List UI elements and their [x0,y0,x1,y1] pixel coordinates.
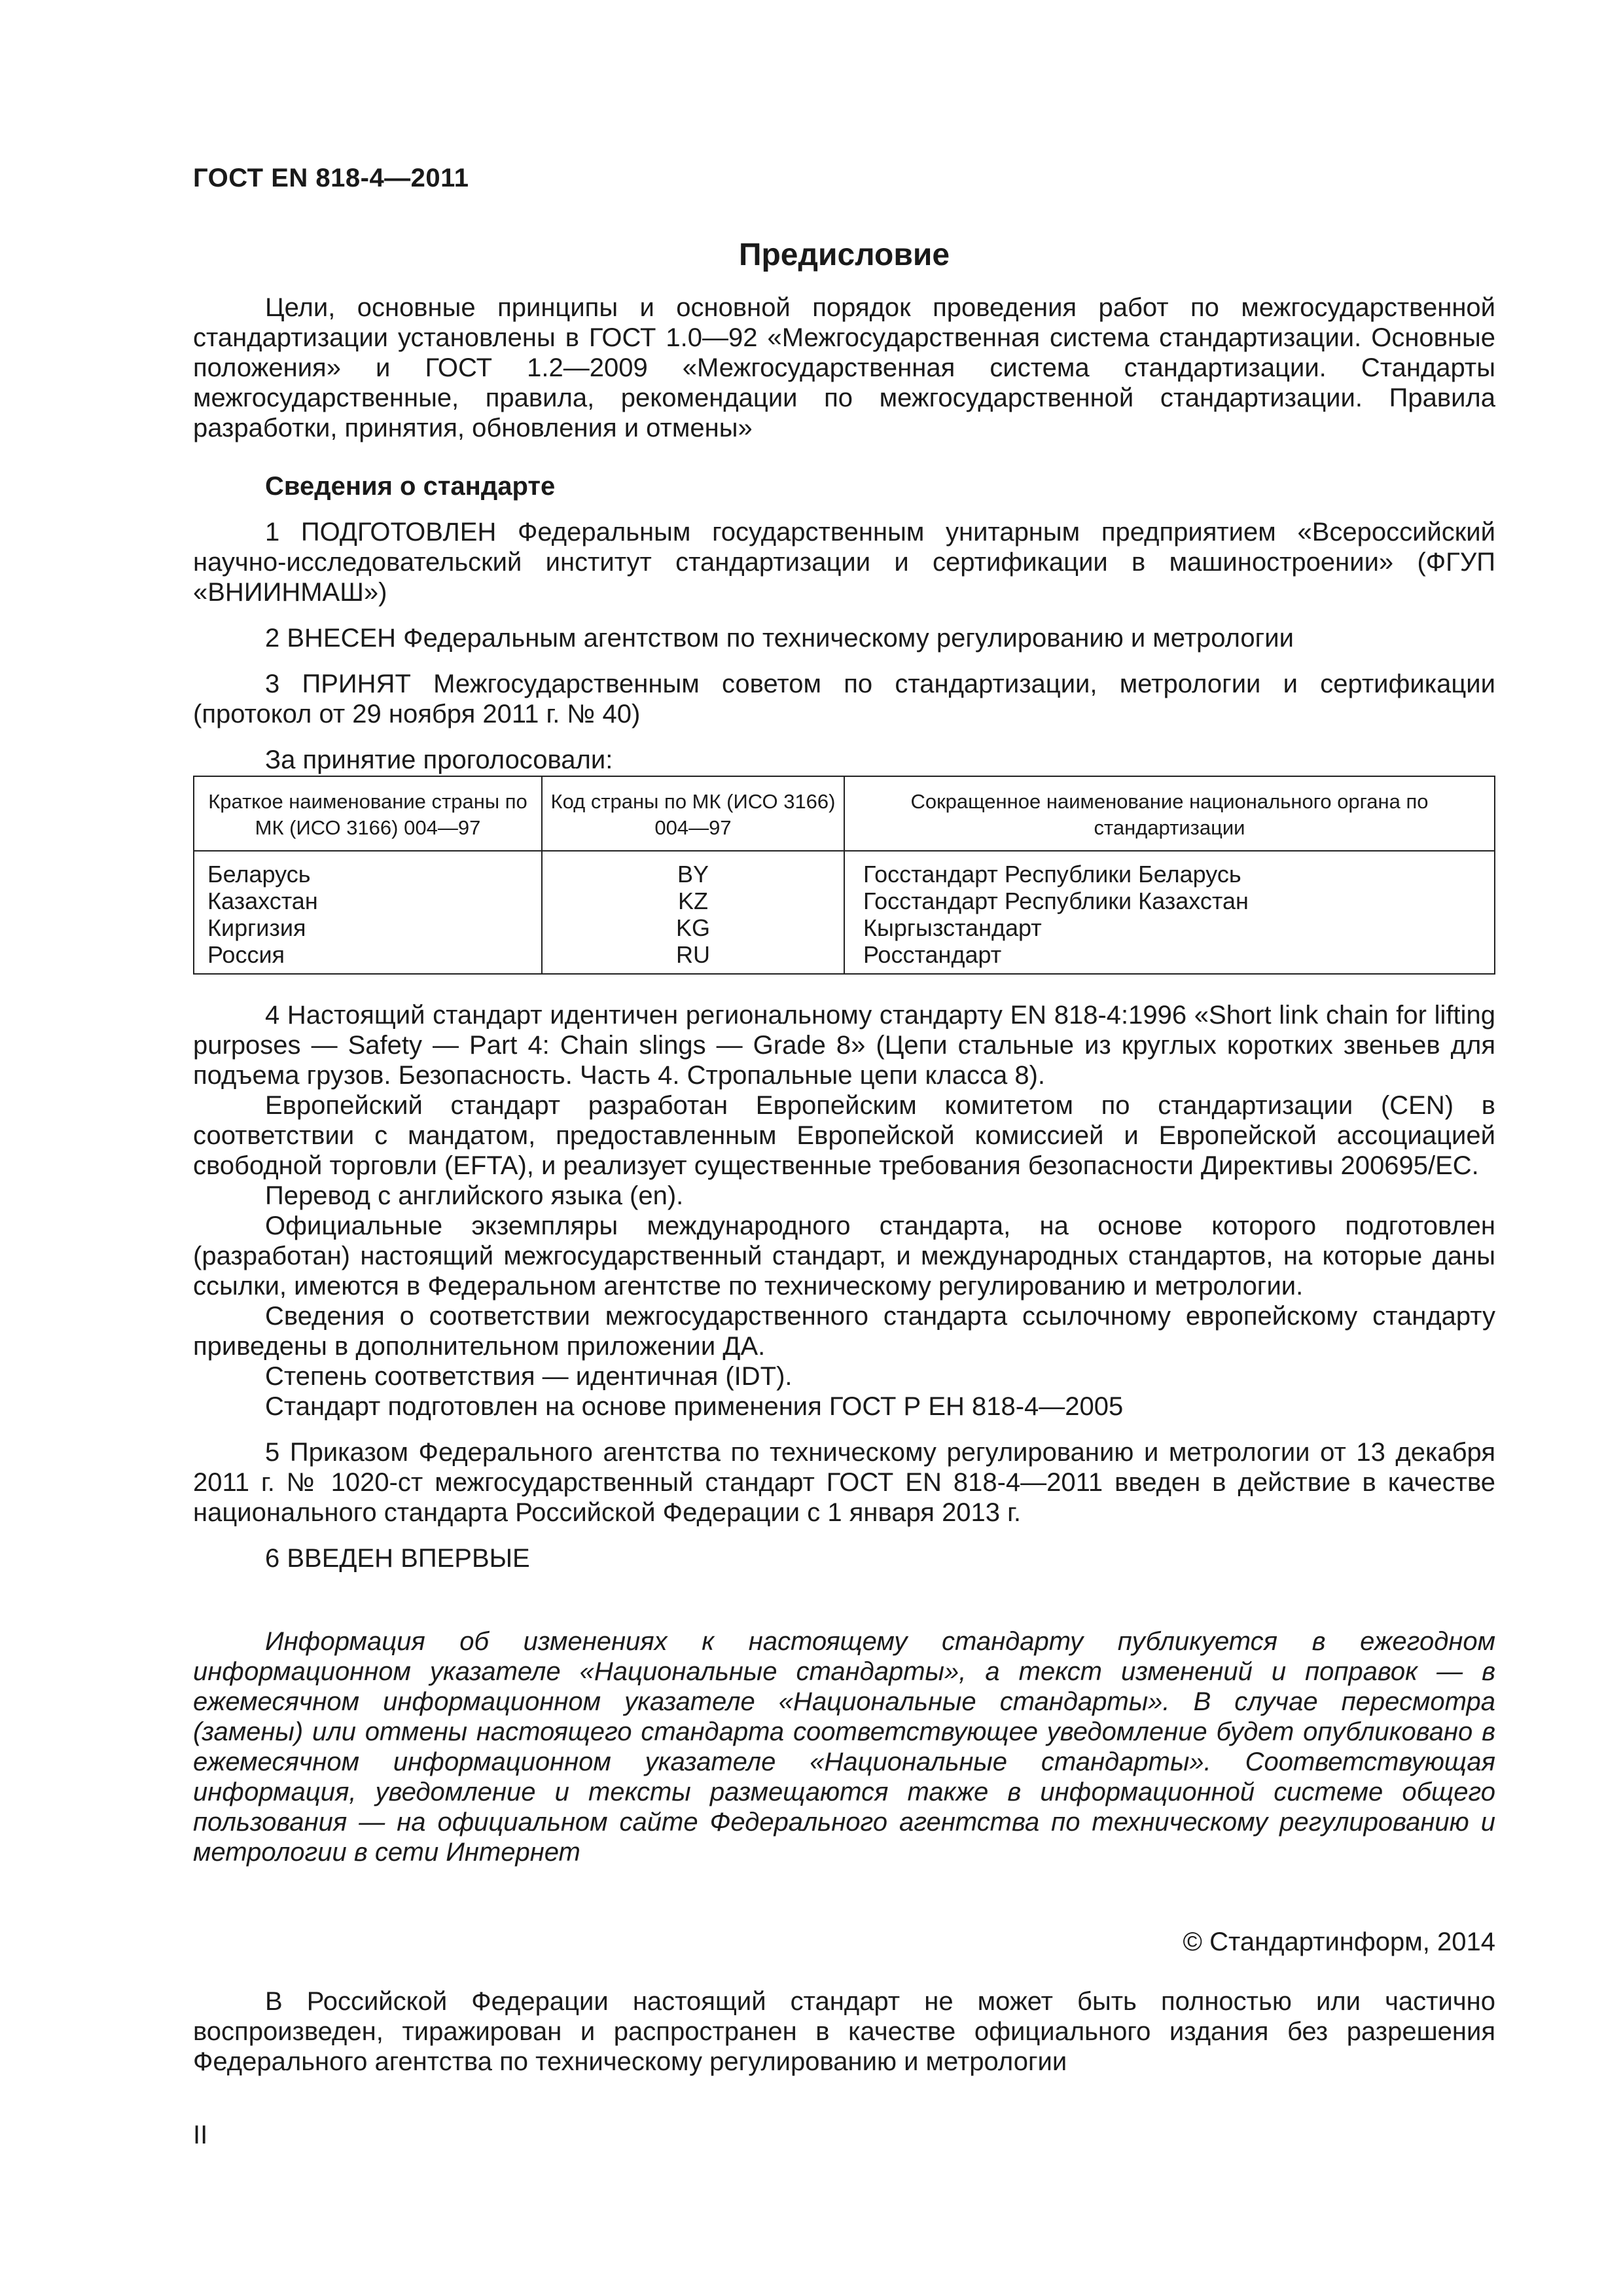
item-4-translation: Перевод с английского языка (en). [265,1181,684,1210]
item-4-official-copies: Официальные экземпляры международного стандарта, на основе которого подготовлен (разработан) настоящий межгосударственный стандарт, и международных стандартов, на которые даны ссылки, имеются в Федеральном агентстве по техническому регулированию и метрологии. [193,1211,1495,1300]
code-cell: RU [542,941,844,974]
document-code: ГОСТ EN 818-4—2011 [193,164,469,192]
item-4-cen-paragraph: Европейский стандарт разработан Европейским комитетом по стандартизации (CEN) в соответствии с мандатом, предоставленным Европейской комиссией и Европейской ассоциацией свободной торговли (EFTA), и реализует существенные требования безопасности Директивы 200695/ЕС. [193,1091,1495,1180]
table-header-row [194,776,1495,851]
item-4-degree: Степень соответствия — идентичная (IDT). [265,1362,793,1391]
page-number: II [193,2121,208,2149]
page-title: Предисловие [738,238,950,272]
code-cell: KZ [542,888,844,914]
country-cell: Беларусь [194,851,542,888]
country-cell: Казахстан [194,888,542,914]
item-1-prepared: 1 ПОДГОТОВЛЕН Федеральным государственным унитарным предприятием «Всероссийский научно-исследовательский институт стандартизации и сертификации в машиностроении» (ФГУП «ВНИИНМАШ») [193,518,1495,607]
item-5-order: 5 Приказом Федерального агентства по техническому регулированию и метрологии от 13 декабря 2011 г. № 1020-ст межгосударственный стандарт ГОСТ EN 818-4—2011 введен в действие в качестве национального стандарта Российской Федерации с 1 января 2013 г. [193,1438,1495,1527]
country-cell: Россия [194,941,542,974]
reproduction-notice: В Российской Федерации настоящий стандарт не может быть полностью или частично воспроизведен, тиражирован и распространен в качестве официального издания без разрешения Федерального агентства по техническому регулированию и метрологии [193,1987,1495,2076]
foreword-section [193,293,1495,775]
voted-label: За принятие проголосовали: [265,745,613,774]
body-cell: Росстандарт [844,941,1495,974]
table-row [194,851,1495,888]
header-country-code: Код страны по МК (ИСО 3166) 004—97 [542,776,844,851]
voting-countries-table [193,776,1495,975]
item-4-conformity-info: Сведения о соответствии межгосударственного стандарта ссылочному европейскому стандарту приведены в дополнительном приложении ДА. [193,1302,1495,1361]
table-row [194,914,1495,941]
changes-notice: Информация об изменениях к настоящему стандарту публикуется в ежегодном информационном указателе «Национальные стандарты», а текст изменений и поправок — в ежемесячном информационном указателе «Национальные стандарты». В случае пересмотра (замены) или отмены настоящего стандарта соответствующее уведомление будет опубликовано в ежемесячном информационном указателе «Национальные стандарты». Соответствующая информация, уведомление и тексты размещаются также в информационной системе общего пользования — на официальном сайте Федерального агентства по техническому регулированию и метрологии в сети Интернет [193,1627,1495,1867]
standard-info-heading: Сведения о стандарте [265,472,556,501]
standard-details-section [193,1000,1495,1573]
table-row [194,888,1495,914]
copyright-line: © Стандартинформ, 2014 [1183,1928,1495,1956]
item-4-based-on: Стандарт подготовлен на основе применения ГОСТ Р ЕН 818-4—2005 [265,1392,1124,1421]
body-cell: Госстандарт Республики Беларусь [844,851,1495,888]
item-3-adopted: 3 ПРИНЯТ Межгосударственным советом по стандартизации, метрологии и сертификации (протокол от 29 ноября 2011 г. № 40) [193,670,1495,728]
body-cell: Госстандарт Республики Казахстан [844,888,1495,914]
code-cell: KG [542,914,844,941]
item-2-introduced: 2 ВНЕСЕН Федеральным агентством по техническому регулированию и метрологии [265,624,1294,653]
header-national-body: Сокращенное наименование национального органа по стандартизации [844,776,1495,851]
code-cell: BY [542,851,844,888]
item-4-identical: 4 Настоящий стандарт идентичен региональному стандарту EN 818-4:1996 «Short link chain for lifting purposes — Safety — Part 4: Chain slings — Grade 8» (Цепи стальные из круглых коротких звеньев для подъема грузов. Безопасность. Часть 4. Стропальные цепи класса 8). [193,1001,1495,1090]
intro-paragraph: Цели, основные принципы и основной порядок проведения работ по межгосударственной стандартизации установлены в ГОСТ 1.0—92 «Межгосударственная система стандартизации. Основные положения» и ГОСТ 1.2—2009 «Межгосударственная система стандартизации. Стандарты межгосударственные, правила, рекомендации по межгосударственной стандартизации. Правила разработки, принятия, обновления и отмены» [193,293,1495,442]
header-country-name: Краткое наименование страны по МК (ИСО 3166) 004—97 [194,776,542,851]
item-6-first-introduced: 6 ВВЕДЕН ВПЕРВЫЕ [265,1544,530,1573]
table-row [194,941,1495,974]
country-cell: Киргизия [194,914,542,941]
body-cell: Кыргызстандарт [844,914,1495,941]
